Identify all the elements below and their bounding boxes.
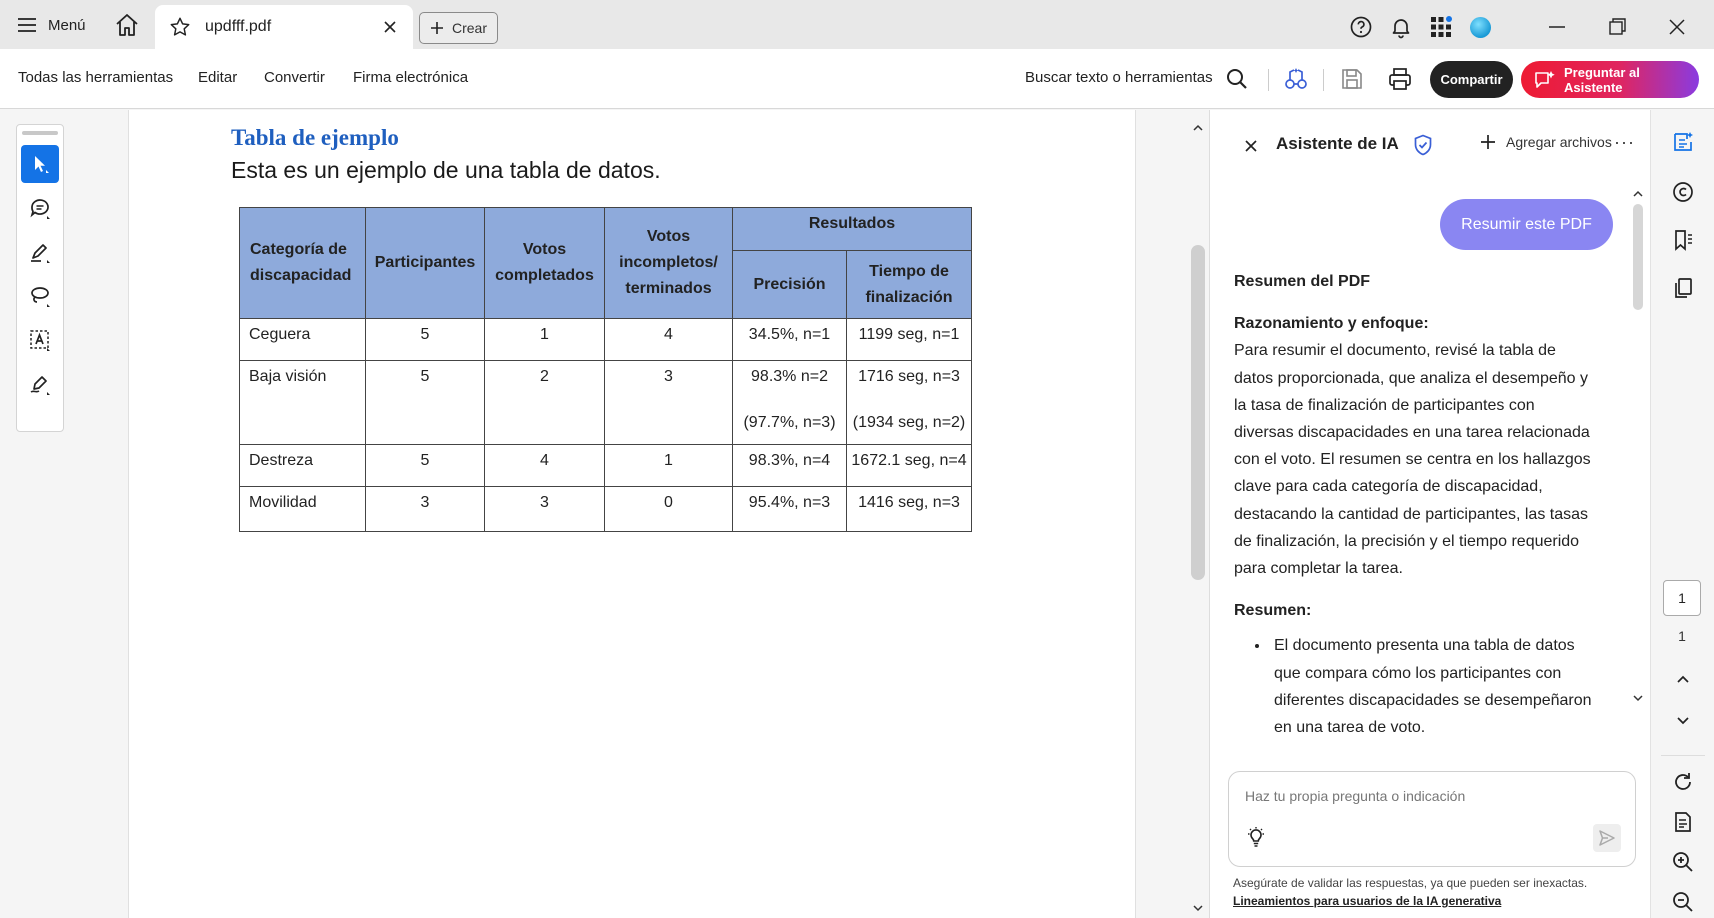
- star-icon[interactable]: [169, 16, 191, 38]
- share-button[interactable]: Compartir: [1430, 61, 1513, 98]
- plus-icon: [1480, 134, 1496, 150]
- list-item: • El documento presenta una tabla de datos que compara cómo los participantes con diferentes discapacidades se desempeñaron en una tarea de voto.: [1270, 632, 1594, 741]
- highlight-tool[interactable]: [21, 233, 59, 271]
- tab-title: updfff.pdf: [205, 18, 272, 35]
- cell-incomplete: 4: [605, 319, 733, 361]
- drag-handle[interactable]: [22, 131, 58, 135]
- doc-heading: Tabla de ejemplo: [231, 125, 399, 150]
- ai-panel-title: Asistente de IA: [1276, 134, 1399, 153]
- close-icon[interactable]: [381, 18, 399, 36]
- disclaimer-text: Asegúrate de validar las respuestas, ya que pueden ser inexactas.: [1233, 876, 1588, 890]
- reasoning-text: Para resumir el documento, revisé la tabla de datos proporcionada, que analiza el desempeño y la tasa de finalización de participantes con diversas discapacidades en una tarea relacionada con el voto. El resumen se centra en los hallazgos clave para cada categoría de discapacidad, destacando la cantidad de participantes, las tasas de finalización, la precisión y el tiempo requerido para completar la tarea.: [1234, 342, 1591, 578]
- header-precision: Precisión: [733, 251, 847, 319]
- document-viewer: [128, 110, 1188, 918]
- cell-completed: 2: [485, 361, 605, 445]
- home-icon[interactable]: [114, 12, 140, 38]
- ai-response: [1234, 268, 1594, 741]
- ai-conversation[interactable]: [1210, 180, 1651, 780]
- cell-time: 1672.1 seg, n=4: [847, 445, 972, 487]
- reasoning-title: Razonamiento y enfoque:: [1234, 315, 1429, 333]
- scrollbar-thumb[interactable]: [1191, 245, 1205, 580]
- ai-tools-icon[interactable]: [1283, 66, 1309, 92]
- signature-icon: [28, 372, 52, 396]
- data-table: [239, 207, 972, 532]
- page-count: 1: [1678, 628, 1686, 644]
- table-row: [240, 361, 972, 445]
- avatar[interactable]: [1470, 17, 1491, 38]
- cell-participants: 5: [366, 445, 485, 487]
- create-label: Crear: [452, 20, 488, 36]
- bell-icon[interactable]: [1389, 15, 1413, 39]
- title-bar: [0, 0, 1714, 49]
- cell-category: Movilidad: [240, 487, 366, 532]
- bookmark-icon[interactable]: [1671, 228, 1695, 252]
- chevron-up-icon[interactable]: [1192, 122, 1204, 134]
- doc-subtitle: Esta es un ejemplo de una tabla de datos.: [231, 157, 661, 183]
- prompt-input-box[interactable]: [1228, 771, 1636, 867]
- assistant-chat-icon: [1534, 70, 1556, 90]
- cell-precision: 95.4%, n=3: [733, 487, 847, 532]
- cell-time-secondary: (1934 seg, n=2): [852, 414, 966, 431]
- plus-icon: [430, 21, 444, 35]
- cell-completed: 3: [485, 487, 605, 532]
- summary-list: [1270, 632, 1594, 741]
- chevron-down-icon[interactable]: [1671, 708, 1695, 732]
- cell-incomplete: 3: [605, 361, 733, 445]
- help-icon[interactable]: [1349, 15, 1373, 39]
- select-tool[interactable]: [21, 145, 59, 183]
- menu-label: Menú: [48, 16, 86, 34]
- rotate-icon[interactable]: [1671, 770, 1695, 794]
- divider: [1661, 755, 1705, 756]
- chevron-down-icon[interactable]: [1192, 902, 1204, 914]
- text-box-icon: [28, 328, 52, 352]
- pdf-page: [128, 110, 1136, 918]
- divider: [1268, 69, 1269, 91]
- cell-time-primary: 1716 seg, n=3: [858, 368, 960, 385]
- ai-guidelines-link[interactable]: Lineamientos para usuarios de la IA generativa: [1233, 894, 1502, 908]
- cell-category: Baja visión: [240, 361, 366, 445]
- ask-assistant-label: Preguntar al Asistente: [1564, 64, 1640, 95]
- table-row: [240, 445, 972, 487]
- window-close-icon[interactable]: [1663, 13, 1691, 41]
- more-options-icon[interactable]: ···: [1614, 132, 1635, 152]
- summary-title: Resumen del PDF: [1234, 273, 1371, 290]
- close-icon[interactable]: [1243, 138, 1259, 154]
- cell-category: Ceguera: [240, 319, 366, 361]
- chevron-down-icon[interactable]: [1632, 692, 1644, 704]
- ai-panel-scrollbar[interactable]: [1630, 186, 1646, 706]
- minimize-icon[interactable]: [1543, 13, 1571, 41]
- zoom-out-icon[interactable]: [1671, 890, 1695, 914]
- header-time: Tiempo de finalización: [847, 251, 972, 319]
- restore-icon[interactable]: [1603, 13, 1631, 41]
- cell-precision: 98.3%, n=4: [733, 445, 847, 487]
- ai-disclaimer: [1233, 874, 1633, 910]
- table-row: [240, 319, 972, 361]
- shield-icon[interactable]: [1413, 134, 1433, 156]
- chevron-up-icon[interactable]: [1632, 188, 1644, 200]
- menu-e-signature[interactable]: Firma electrónica: [353, 69, 469, 86]
- header-incomplete: Votos incompletos/ terminados: [605, 208, 733, 319]
- document-tab[interactable]: [155, 5, 413, 49]
- pages-icon[interactable]: [1671, 276, 1695, 300]
- quick-tools-panel: [16, 124, 64, 432]
- menu-edit[interactable]: Editar: [198, 69, 238, 86]
- pen-icon: [28, 240, 52, 264]
- cell-precision-primary: 98.3% n=2: [751, 368, 828, 385]
- lasso-icon: [28, 284, 52, 308]
- page-extract-icon[interactable]: [1671, 810, 1695, 834]
- draw-tool[interactable]: [21, 277, 59, 315]
- zoom-in-icon[interactable]: [1671, 850, 1695, 874]
- header-results: Resultados: [733, 208, 972, 251]
- ask-assistant-button[interactable]: [1521, 61, 1699, 98]
- hamburger-icon: [18, 17, 36, 33]
- add-files-label: Agregar archivos: [1506, 134, 1612, 150]
- create-button[interactable]: [419, 12, 498, 44]
- lightbulb-icon[interactable]: [1245, 826, 1267, 848]
- send-icon: [1598, 829, 1616, 847]
- menu-button[interactable]: [18, 12, 86, 38]
- header-completed: Votos completados: [485, 208, 605, 319]
- text-box-tool[interactable]: [21, 321, 59, 359]
- summary-heading: Resumen:: [1234, 602, 1312, 620]
- cell-precision-secondary: (97.7%, n=3): [743, 414, 836, 431]
- main-toolbar: [0, 49, 1714, 109]
- header-category: Categoría de discapacidad: [240, 208, 366, 319]
- document-scrollbar[interactable]: [1188, 110, 1208, 918]
- add-files-button[interactable]: [1480, 134, 1612, 150]
- ai-summary-icon[interactable]: [1671, 130, 1695, 154]
- print-icon[interactable]: [1387, 66, 1413, 92]
- cell-time: [847, 361, 972, 445]
- divider: [1323, 69, 1324, 91]
- left-tool-rail: [0, 110, 128, 918]
- table-row: [240, 487, 972, 532]
- page-number-input[interactable]: 1: [1663, 580, 1701, 616]
- scrollbar-thumb[interactable]: [1633, 204, 1643, 310]
- cell-incomplete: 1: [605, 445, 733, 487]
- save-icon[interactable]: [1339, 66, 1365, 92]
- cell-participants: 3: [366, 487, 485, 532]
- cell-completed: 4: [485, 445, 605, 487]
- cell-incomplete: 0: [605, 487, 733, 532]
- ai-assistant-panel: [1209, 110, 1650, 918]
- summarize-pdf-chip[interactable]: Resumir este PDF: [1440, 199, 1613, 250]
- comment-tool[interactable]: [21, 189, 59, 227]
- comments-icon[interactable]: [1671, 180, 1695, 204]
- search-tools-label[interactable]: Buscar texto o herramientas: [1025, 69, 1213, 86]
- comment-icon: [28, 196, 52, 220]
- cell-time: 1416 seg, n=3: [847, 487, 972, 532]
- menu-all-tools[interactable]: Todas las herramientas: [18, 69, 174, 86]
- cell-category: Destreza: [240, 445, 366, 487]
- cursor-icon: [29, 153, 51, 175]
- search-icon[interactable]: [1224, 66, 1250, 92]
- header-participants: Participantes: [366, 208, 485, 319]
- cell-participants: 5: [366, 361, 485, 445]
- apps-grid-icon[interactable]: [1429, 15, 1453, 39]
- cell-precision: [733, 361, 847, 445]
- prompt-input[interactable]: Haz tu propia pregunta o indicación: [1245, 788, 1466, 804]
- cell-completed: 1: [485, 319, 605, 361]
- right-rail: [1650, 110, 1714, 918]
- chevron-up-icon[interactable]: [1671, 668, 1695, 692]
- cell-participants: 5: [366, 319, 485, 361]
- cell-precision: 34.5%, n=1: [733, 319, 847, 361]
- cell-time: 1199 seg, n=1: [847, 319, 972, 361]
- sign-tool[interactable]: [21, 365, 59, 403]
- menu-convert[interactable]: Convertir: [264, 69, 325, 86]
- send-button[interactable]: [1593, 824, 1621, 852]
